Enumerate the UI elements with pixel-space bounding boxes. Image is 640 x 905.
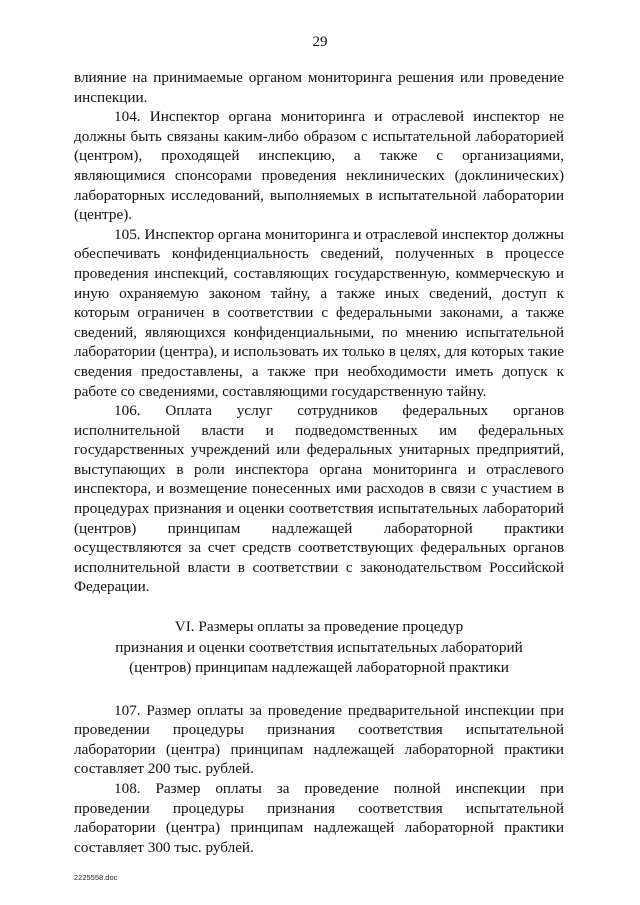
paragraph-104: 104. Инспектор органа мониторинга и отраслевой инспектор не должны быть связаны каким-либо образом с испытательной лабораторией (центром), проходящей инспекцию, а также с организациями, являющимися спонсорами проведения неклинических (доклинических) лабораторных исследований, выполняемых в испытательной лаборатории (центре). [74, 108, 564, 224]
page-number: 29 [312, 34, 328, 50]
section-heading-line-3: (центров) принципам надлежащей лабораторной практики [129, 659, 509, 677]
paragraph-106: 106. Оплата услуг сотрудников федеральных органов исполнительной власти и подведомственных им федеральных государственных учреждений или федеральных унитарных предприятий, выступающих в роли инспектора органа мониторинга и отраслевого инспектора, и возмещение понесенных ими расходов в связи с участием в процедурах признания и оценки соответствия испытательных лабораторий (центров) принципам надлежащей лабораторной практики осуществляются за счет средств соответствующих федеральных органов исполнительной власти в соответствии с законодательством Российской Федерации. [74, 402, 564, 596]
paragraph-105: 105. Инспектор органа мониторинга и отраслевой инспектор должны обеспечивать конфиденциальность сведений, полученных в процессе проведения инспекций, составляющих государственную, коммерческую и иную охраняемую законом тайну, а также иных сведений, доступ к которым ограничен в соответствии с федеральными законами, а также сведений, являющихся конфиденциальными, по мнению испытательной лаборатории (центра), и использовать их только в целях, для которых такие сведения предоставлены, а также при необходимости иметь допуск к работе со сведениями, составляющими государственную тайну. [74, 225, 564, 400]
section-heading-line-1: VI. Размеры оплаты за проведение процедур [174, 618, 464, 636]
document-file-code: 2225558.doc [74, 873, 118, 882]
paragraph-108: 108. Размер оплаты за проведение полной инспекции при проведении процедуры признания соответствия испытательной лаборатории (центра) принципам надлежащей лабораторной практики составляет 300 тыс. рублей. [74, 779, 564, 856]
paragraph-continuation: влияние на принимаемые органом мониторинга решения или проведение инспекции. [74, 69, 564, 106]
paragraph-107: 107. Размер оплаты за проведение предварительной инспекции при проведении процедуры признания соответствия испытательной лаборатории (центра) принципам надлежащей лабораторной практики составляет 200 тыс. рублей. [74, 701, 564, 778]
section-heading-line-2: признания и оценки соответствия испытательных лабораторий [115, 638, 523, 656]
document-body [74, 68, 564, 857]
section-heading [74, 617, 564, 679]
